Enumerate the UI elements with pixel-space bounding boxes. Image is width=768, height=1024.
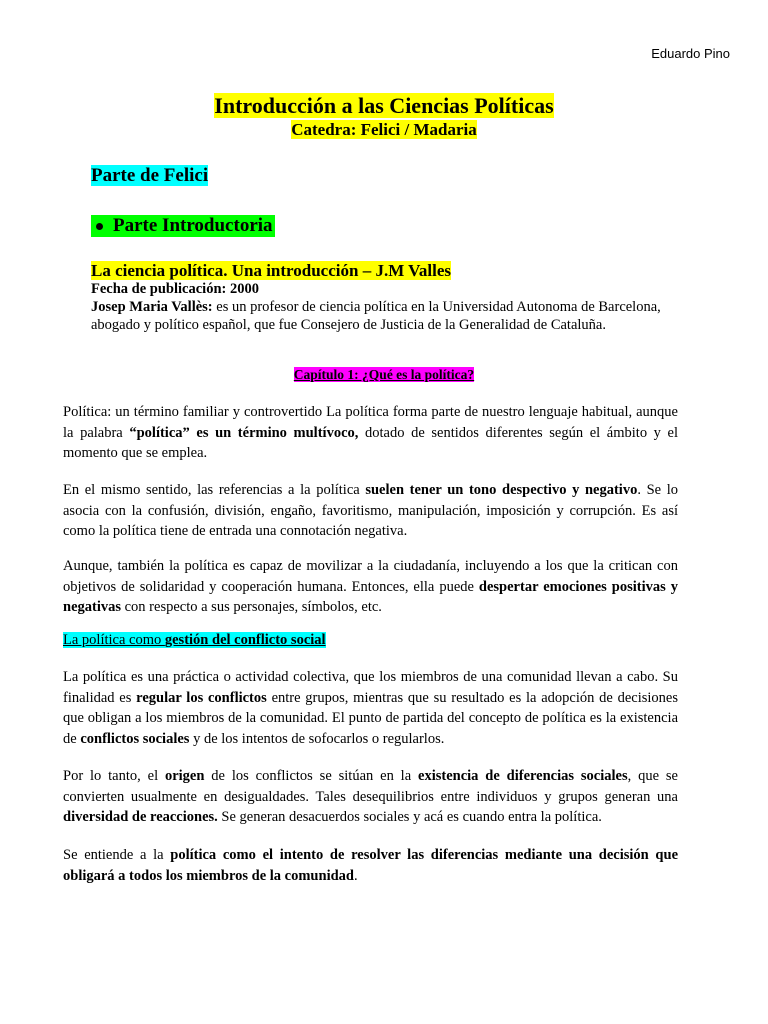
paragraph-5 [63,766,678,828]
bullet-highlight [91,215,275,237]
p4-text-a: La política es una práctica o actividad colectiva, que los miembros de una comunidad llevan a cabo. Su finalidad es [63,669,678,706]
p3-text-a: Aunque, también la política es capaz de movilizar a la ciudadanía, incluyendo a los que la critican con objetivos de solidaridad y cooperación humana. Entonces, ella puede [63,558,678,595]
book-info [91,280,686,334]
bullet-heading-text: Parte Introductoria [113,215,273,236]
p5-text-a: Por lo tanto, el [63,768,165,784]
header-author: Eduardo Pino [651,46,730,61]
section-heading-highlight [63,632,326,648]
chapter-heading-text: Capítulo 1: ¿Qué es la política? [293,367,475,382]
p5-bold-d: existencia de diferencias sociales [418,768,628,784]
book-author-bio [91,298,686,334]
bullet-icon [96,223,103,230]
paragraph-3 [63,556,678,618]
p4-text-c: entre grupos, mientras que su resultado es la adopción de decisiones que obligan a los miembros de la comunidad. El punto de partida del concepto de política es la existencia de [63,689,679,747]
document-subtitle [0,120,768,140]
paragraph-1 [63,402,678,464]
section-bold-b: gestión del conflicto social [164,632,326,648]
paragraph-4 [63,667,678,749]
book-date [91,280,686,298]
book-author-bio-text: es un profesor de ciencia política en la Universidad Autonoma de Barcelona, abogado y político español, que fue Consejero de Justicia de la Generalidad de Cataluña. [91,299,661,333]
paragraph-6 [63,845,678,886]
subtitle-text: Catedra: Felici / Madaria [291,120,477,139]
chapter-heading [0,367,768,383]
document-title [0,93,768,119]
p4-text-e: y de los intentos de sofocarlos o regularlos. [189,730,445,747]
title-text: Introducción a las Ciencias Políticas [214,93,554,118]
part-heading [91,165,208,187]
bullet-heading [91,215,275,237]
p2-text-a: En el mismo sentido, las referencias a la política [63,482,366,498]
section-text-a: La política como [63,632,165,648]
p5-bold-f: diversidad de reacciones. [63,809,218,825]
part-heading-text: Parte de Felici [91,165,209,186]
p5-text-c: de los conflictos se sitúan en la [204,768,419,784]
book-author-name: Josep Maria Vallès: [91,299,213,315]
p6-bold-b: política como el intento de resolver las diferencias mediante una decisión que obligará a todos los miembros de la comunidad [63,847,678,884]
p5-text-g: Se generan desacuerdos sociales y acá es cuando entra la política. [217,809,602,825]
paragraph-2 [63,480,678,542]
book-title [91,261,451,281]
p4-bold-d: conflictos sociales [80,730,190,747]
p1-text-c: dotado de sentidos diferentes según el ámbito y el momento que se emplea. [63,424,678,461]
p2-text-c: . Se lo asocia con la confusión, división, engaño, favoritismo, manipulación, imposición y corrupción. Es así como la política tiene de entrada una connotación negativa. [63,482,678,539]
book-title-text: La ciencia política. Una introducción – J.M Valles [91,261,452,280]
p3-text-c: con respecto a sus personajes, símbolos, etc. [121,599,382,615]
p4-bold-b: regular los conflictos [136,689,267,706]
p1-text-a: Política: un término familiar y controvertido La política forma parte de nuestro lenguaje habitual, aunque la palabra [63,404,678,441]
p5-bold-b: origen [164,768,205,784]
p6-text-c: . [353,867,358,884]
p2-bold-b: suelen tener un tono despectivo y negativo [365,482,638,498]
book-date-text: Fecha de publicación: 2000 [91,281,259,297]
p6-text-a: Se entiende a la [63,847,171,863]
p3-bold-b: despertar emociones positivas y negativas [63,578,678,615]
p1-bold-b: “política” es un término multívoco, [129,424,359,441]
section-heading [63,632,326,649]
p5-text-e: , que se convierten usualmente en desigualdades. Tales desequilibrios entre individuos y grupos generan una [63,768,678,805]
